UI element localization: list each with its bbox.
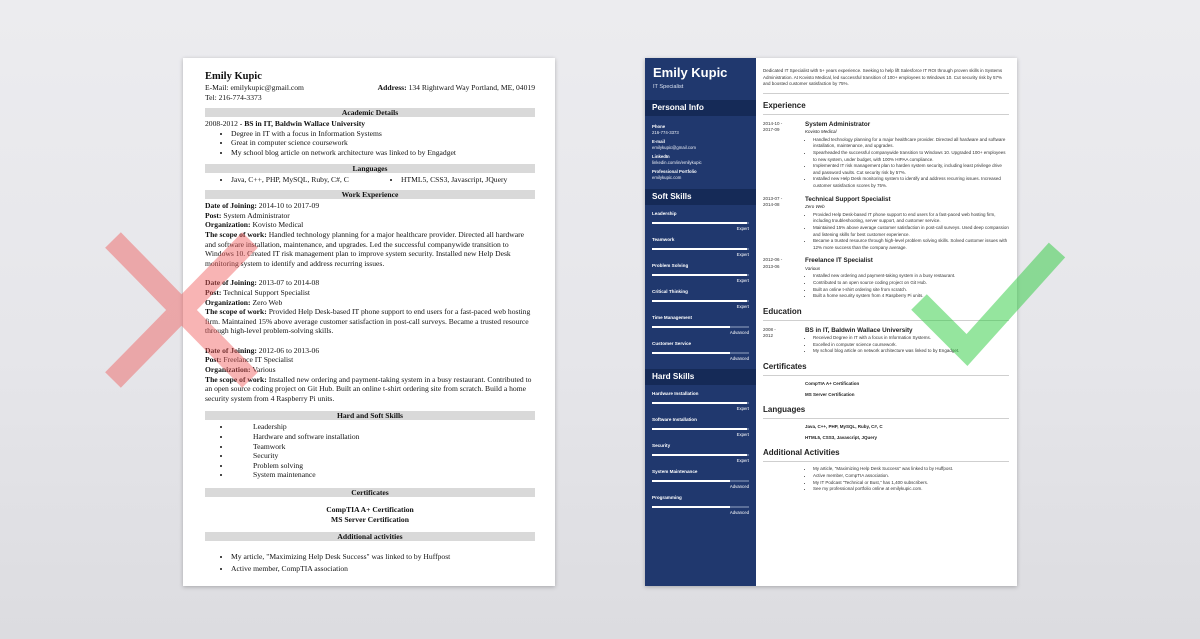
job-dates [763,257,805,299]
address-label: Address: [377,83,407,92]
job-scope: Handled technology planning for a major healthcare provider. Directed all hardware and software installation, maintenance, and upgrades. Led the successful companywide transition to Windows 10. Created IT risk management plan to improve system security. Installed new Help Desk monitoring system to identify and address recurring issues. [205,229,525,268]
list-item: • My article, "Maximizing Help Desk Success" was linked to by Huffpost [231,551,535,563]
skill-bar-fill [652,428,747,430]
contact-label: Professional Portfolio [652,169,697,174]
date-start: 2008 - [763,326,776,332]
edu-dates: 2008-2012 - [205,119,245,129]
resume-name: Emily Kupic [205,71,262,82]
skill-level: Advanced [729,510,749,515]
section-heading-education: Education [763,307,1009,321]
address-value: 134 Rightward Way Portland, ME, 04019 [408,83,535,92]
skill-name: Hardware Installation [652,391,699,396]
job-dates: 2012-06 to 2013-06 [256,345,320,355]
resume-main [763,68,1009,493]
contact-list [645,116,756,180]
job-scope: Provided Help Desk-based IT phone support to end users for a fast-paced web hosting firm. Maintained 15% above average customer satisfaction in post-call surveys. Became a trusted resource through high-level problem-solving skills. [205,307,531,336]
skill-text: Security [253,451,279,461]
certificate-item: CompTIA A+ Certification [326,505,414,514]
certificate-list [205,505,535,524]
language-item: HTML5, CSS3, Javascript, JQuery [805,434,878,440]
skill-name: Critical Thinking [652,289,688,294]
address-line [378,83,535,93]
skill-name: System Maintenance [652,469,698,474]
skill-bar-track [652,248,749,250]
list-item: • Installed new Help Desk monitoring system to identify and address recurring issues. Increased customer satisfaction scores by 75%. [813,176,1009,189]
job-duties [805,273,1009,299]
contact-label: E-mail [652,139,665,144]
contact-row [205,83,535,93]
list-item: • Great in computer science coursework [231,138,535,148]
education-list [205,129,535,158]
list-item [231,442,535,452]
list-item: • Maintained 15% above average customer satisfaction in post-call surveys. Used deep compassion and listening skills for best customer experience. [813,225,1009,238]
job-dates: 2013-07 to 2014-08 [256,278,320,288]
skill-meter [645,443,756,463]
experience-list [763,121,1009,300]
joining-label: Date of Joining: [205,278,257,288]
skill-text: Hardware and software installation [253,432,360,442]
joining-label: Date of Joining: [205,345,257,355]
date-end: 2014-08 [763,202,780,208]
language-item: Java, C++, PHP, MySQL, Ruby, C#, C [805,424,883,430]
job-post: System Administrator [221,210,290,220]
section-bar-work: Work Experience [205,190,535,199]
skill-bar-fill [652,480,730,482]
skill-bar-track [652,222,749,224]
list-item [231,451,535,461]
skill-meter [645,315,756,335]
post-label: Post: [205,210,222,220]
languages-list [763,424,1009,441]
skill-bar-fill [652,402,747,404]
section-bar-academic: Academic Details [205,108,535,117]
list-item: • My article, "Maximizing Help Desk Success" was linked to by Huffpost. [813,466,1009,473]
job-entry [205,201,535,268]
skill-bar-track [652,402,749,404]
job-org: Zero Web [250,297,283,307]
skill-bar-track [652,300,749,302]
section-heading-languages: Languages [763,405,1009,419]
skill-text: Teamwork [253,441,286,451]
skill-name: Security [652,443,671,448]
education-entry [763,327,1009,355]
skill-name: Customer Service [652,341,692,346]
job-post: Technical Support Specialist [221,287,310,297]
list-item: • My school blog article on network architecture was linked to by Engadget [231,148,535,158]
certificates-list [763,381,1009,398]
list-item: • Received Degree in IT with a focus in Information Systems. [813,335,1009,342]
job-entry [763,196,1009,252]
skill-level: Expert [736,278,749,283]
skill-meter [645,417,756,437]
certificate-item: MS Server Certification [331,514,409,524]
skill-bar-track [652,506,749,508]
job-entry [205,278,535,336]
date-start: 2012-06 - [763,257,783,263]
skill-bar-track [652,428,749,430]
list-item: • Became a trusted resource through high-level problem solving skills. Solved customer issues with 12% more success than the company average. [813,238,1009,251]
edu-list [805,335,1009,355]
joining-label: Date of Joining: [205,201,257,211]
skill-meter [645,237,756,257]
modern-resume-page [645,58,1017,586]
list-item: • Implemented IT risk management plan to harden system security, including least privilege drive and password vaults. Cut security risk by 57%. [813,163,1009,176]
contact-label: LinkedIn [652,154,670,159]
section-heading-certificates: Certificates [763,362,1009,376]
job-entry [763,121,1009,190]
resume-name: Emily Kupic [653,65,728,80]
date-start: 2013-07 - [763,195,783,201]
scope-label: The scope of work: [205,374,267,384]
job-duties [805,212,1009,252]
job-dates: 2014-10 to 2017-09 [256,201,320,211]
sidebar-heading-hard: Hard Skills [645,369,756,385]
skill-name: Teamwork [652,237,675,242]
section-heading-experience: Experience [763,101,1009,115]
list-item: • Built an online t-shirt ordering site from scratch. [813,287,1009,294]
list-item: • Active member, CompTIA association [231,563,535,575]
skill-meter [645,469,756,489]
skill-bar-fill [652,274,747,276]
list-item: • My school blog article on network architecture was linked to by Engadget. [813,348,1009,355]
contact-value: 216-774-3373 [652,130,679,135]
list-item: • My IT Podcast "Technical or Bust," has 1,400 subscribers. [813,480,1009,487]
activities-list [763,466,1009,492]
skill-bar-track [652,326,749,328]
skill-name: Programming [652,495,682,500]
sidebar-heading-soft: Soft Skills [645,189,756,205]
job-dates [763,196,805,252]
certificate-item: CompTIA A+ Certification [805,381,860,387]
resume-sidebar [645,58,756,586]
skill-level: Expert [736,432,749,437]
skill-bar-fill [652,326,730,328]
list-item [231,422,535,432]
list-item: • Contributed to an open source coding project on Git Hub. [813,280,1009,287]
skill-name: Time Management [652,315,692,320]
list-item: • Installed new ordering and payment-taking system in a busy restaurant. [813,273,1009,280]
job-title: Technical Support Specialist [805,195,891,203]
job-org: Kovisto Medical [805,129,837,135]
plain-resume-page [183,58,555,586]
job-title: Freelance IT Specialist [805,257,873,265]
job-org: Kovisto Medical [250,220,304,230]
edu-degree: BS in IT, Baldwin Wallace University [244,119,366,129]
skill-text: Leadership [253,422,287,432]
hard-skills-list [645,391,756,515]
date-start: 2014-10 - [763,120,783,126]
date-end: 2017-09 [763,127,780,133]
skills-list [205,422,535,480]
job-body [805,196,1009,252]
edu-body [805,327,1009,355]
edu-title: BS in IT, Baldwin Wallace University [805,326,913,334]
skill-meter [645,495,756,515]
skill-bar-track [652,454,749,456]
tel-line: Tel: 216-774-3373 [205,92,262,102]
list-item: • Spearheaded the successful companywide transition to Windows 10. Upgraded 100+ employees to new system, under budget, with 100% HIPAA compliance. [813,150,1009,163]
certificate-item: MS Server Certification [805,391,855,397]
activities-list [205,551,535,574]
scope-label: The scope of work: [205,307,267,317]
skill-bar-fill [652,506,730,508]
skill-text: System maintenance [253,470,316,480]
post-label: Post: [205,287,222,297]
contact-value: emilykupic.com [652,175,682,180]
contact-label: Phone [652,124,666,129]
summary: Dedicated IT Specialist with 5+ years experience. Seeking to help lift Salesforce IT ROI through proven skills in Systems Administration. At Kovisto Medical, led successful transition of 100+ employees to Windows 10. Cut security risk by 57% and boosted customer satisfaction by 75%. [763,68,1009,94]
job-entry [763,257,1009,299]
job-scope: Installed new ordering and payment-taking system in a busy restaurant. Contributed to an open source coding project on Git Hub. Built an online t-shirt ordering site from scratch. Build a home security system from 4 Raspberry Pi units. [205,374,532,403]
section-heading-activities: Additional Activities [763,448,1009,462]
job-org: Zero Web [805,204,825,210]
skill-level: Expert [736,304,749,309]
list-item: • Provided Help Desk-based IT phone support to end users for a fast-paced web hosting firm, including troubleshooting, server support, and customer service. [813,212,1009,225]
list-item [231,470,535,480]
skill-bar-track [652,274,749,276]
resume-title: IT Specialist [653,84,684,90]
sidebar-heading-personal: Personal Info [645,100,756,116]
date-end: 2012 [763,333,774,339]
job-duties [805,137,1009,190]
skill-meter [645,263,756,283]
languages-columns [205,175,535,185]
section-bar-languages: Languages [205,164,535,173]
skill-level: Advanced [729,484,749,489]
skill-level: Expert [736,226,749,231]
job-dates [763,121,805,190]
contact-value: emilykupic@gmail.com [652,145,696,150]
skill-level: Advanced [729,330,749,335]
edu-dates [763,327,805,355]
skill-level: Advanced [729,356,749,361]
job-entry [205,346,535,404]
skill-level: Expert [736,252,749,257]
skill-level: Expert [736,406,749,411]
section-bar-certificates: Certificates [205,488,535,497]
org-label: Organization: [205,297,251,307]
org-label: Organization: [205,365,251,375]
post-label: Post: [205,355,222,365]
scope-label: The scope of work: [205,229,267,239]
email-line: E-Mail: emilykupic@gmail.com [205,83,304,92]
job-org: Various [250,365,276,375]
skill-bar-track [652,480,749,482]
list-item: • Handled technology planning for a major healthcare provider. Directed all hardware and software installation, maintenance, and upgrades. [813,137,1009,150]
skill-bar-fill [652,222,747,224]
job-title: System Administrator [805,120,871,128]
skill-bar-track [652,352,749,354]
languages-col-2 [371,175,507,185]
skill-name: Software Installation [652,417,697,422]
list-item: • Excelled in computer science coursework. [813,342,1009,349]
list-item: • Degree in IT with a focus in Information Systems [231,129,535,139]
languages-col-1 [231,175,371,185]
skill-text: Problem solving [253,460,303,470]
skill-bar-fill [652,300,747,302]
list-item: • Built a home security system from 4 Raspberry Pi units. [813,293,1009,300]
date-end: 2013-06 [763,263,780,269]
list-item: • HTML5, CSS3, Javascript, JQuery [401,175,507,185]
skill-meter [645,341,756,361]
skill-name: Problem Solving [652,263,689,268]
list-item: • Active member, CompTIA association. [813,473,1009,480]
section-bar-activities: Additional activities [205,532,535,541]
skill-meter [645,289,756,309]
skill-bar-fill [652,454,747,456]
list-item [231,461,535,471]
list-item [231,432,535,442]
job-body [805,121,1009,190]
job-org: Various [805,265,821,271]
job-body [805,257,1009,299]
skill-meter [645,391,756,411]
org-label: Organization: [205,220,251,230]
list-item: • See my professional portfolio online at emilykupic.com. [813,486,1009,493]
contact-value: linkedin.com/in/emilykupic [652,160,702,165]
skill-name: Leadership [652,211,677,216]
education-line [205,119,535,129]
list-item: • Java, C++, PHP, MySQL, Ruby, C#, C [231,175,371,185]
soft-skills-list [645,211,756,361]
skill-bar-fill [652,352,730,354]
skill-bar-fill [652,248,747,250]
skill-meter [645,211,756,231]
skill-level: Expert [736,458,749,463]
section-bar-skills: Hard and Soft Skills [205,411,535,420]
job-post: Freelance IT Specialist [221,355,294,365]
